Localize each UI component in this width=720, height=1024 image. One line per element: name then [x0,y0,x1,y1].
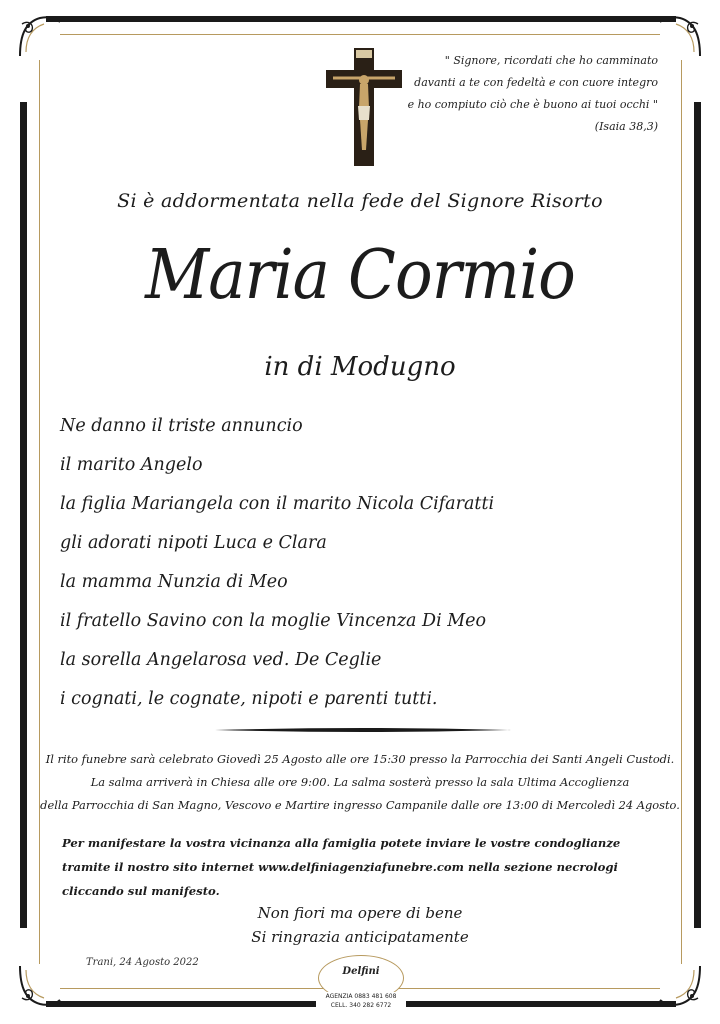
mourner-line: la mamma Nunzia di Meo [60,572,288,592]
frame-left-line [20,102,27,928]
quote-line: e ho compiuto ciò che è buono ai tuoi occhi " [407,98,658,111]
quote-line: davanti a te con fedeltà e con cuore integro [414,76,658,89]
notice-line: cliccando sul manifesto. [62,884,220,898]
quote-line: " Signore, ricordati che ho camminato [444,54,658,67]
frame-right-line [694,102,701,928]
notice-line: Per manifestare la vostra vicinanza alla famiglia potete inviare le vostre condoglianze [62,836,621,850]
married-name: in di Modugno [264,352,456,382]
corner-ornament-top-right [658,14,704,60]
funeral-details [40,748,680,817]
mourner-line: Ne danno il triste annuncio [60,416,303,436]
frame-top-line [46,16,676,22]
mourners-list [60,407,660,719]
agency-brand: Delfini [342,966,380,977]
mourner-line: gli adorati nipoti Luca e Clara [60,533,327,553]
agency-contacts [316,992,406,1010]
condolence-notice [62,831,672,903]
funeral-line: Il rito funebre sarà celebrato Giovedì 25 Agosto alle ore 15:30 presso la Parrocchia dei Santi Angeli Custodi. [45,752,675,766]
closing-text [0,901,720,949]
quote-reference: (Isaia 38,3) [594,120,658,133]
closing-line: Si ringrazia anticipatamente [251,928,469,946]
place-date: Trani, 24 Agosto 2022 [86,957,199,968]
mourner-line: la figlia Mariangela con il marito Nicola Cifaratti [60,494,495,514]
agency-phone: AGENZIA 0883 481 608 [325,993,397,1000]
gold-top-line [60,34,660,35]
funeral-line: della Parrocchia di San Magno, Vescovo e Martire ingresso Campanile dalle ore 13:00 di Mercoledì 24 Agosto. [40,798,680,812]
closing-line: Non fiori ma opere di bene [257,904,463,922]
funeral-line: La salma arriverà in Chiesa alle ore 9:00. La salma sosterà presso la sala Ultima Accoglienza [90,775,630,789]
corner-ornament-bottom-right [658,962,704,1008]
mourner-line: i cognati, le cognate, nipoti e parenti tutti. [60,689,438,709]
scripture-quote [358,50,658,138]
mourner-line: la sorella Angelarosa ved. De Ceglie [60,650,382,670]
divider [215,727,511,733]
deceased-name: Maria Cormio [145,236,575,315]
mourner-line: il fratello Savino con la moglie Vincenza Di Meo [60,611,487,631]
intro-text: Si è addormentata nella fede del Signore Risorto [117,190,603,212]
agency-mobile: CELL. 340 282 6772 [330,1002,392,1009]
corner-ornament-bottom-left [16,962,62,1008]
corner-ornament-top-left [16,14,62,60]
notice-line: tramite il nostro sito internet www.delfiniagenziafunebre.com nella sezione necrologi [62,860,618,874]
mourner-line: il marito Angelo [60,455,203,475]
